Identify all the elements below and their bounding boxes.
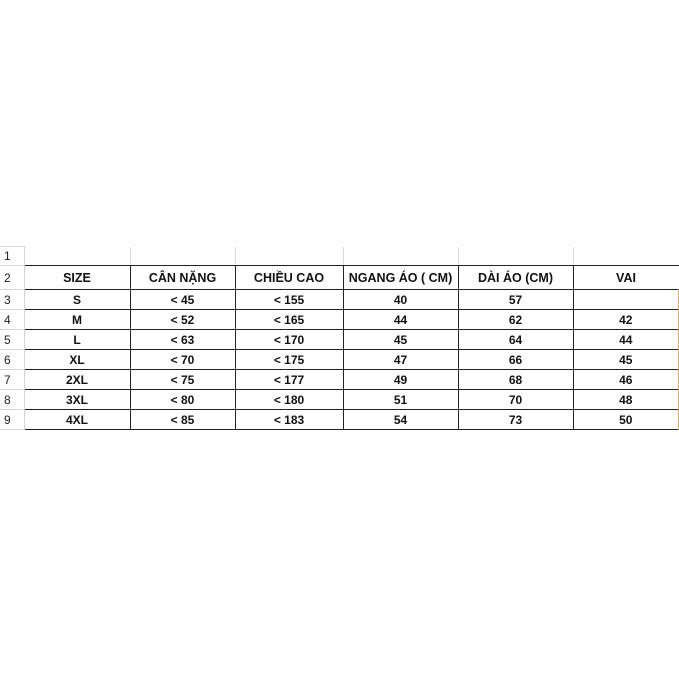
table-row (0, 290, 679, 310)
header-cell-shoulder[interactable]: VAI (573, 266, 679, 290)
data-cell[interactable]: < 85 (130, 410, 235, 430)
data-cell[interactable]: 54 (343, 410, 458, 430)
data-cell[interactable]: 4XL (24, 410, 130, 430)
data-cell[interactable]: < 180 (235, 390, 343, 410)
empty-cell[interactable] (458, 247, 573, 266)
data-cell[interactable] (573, 290, 679, 310)
data-cell[interactable]: 49 (343, 370, 458, 390)
data-cell[interactable]: 68 (458, 370, 573, 390)
header-cell-height[interactable]: CHIỀU CAO (235, 266, 343, 290)
data-cell[interactable]: < 177 (235, 370, 343, 390)
empty-cell[interactable] (24, 247, 130, 266)
data-cell[interactable]: 2XL (24, 370, 130, 390)
data-cell[interactable]: < 70 (130, 350, 235, 370)
data-cell[interactable]: < 155 (235, 290, 343, 310)
row-header[interactable]: 1 (0, 247, 24, 266)
data-cell[interactable]: S (24, 290, 130, 310)
header-cell-shirt-length[interactable]: DÀI ÁO (CM) (458, 266, 573, 290)
row-header[interactable]: 8 (0, 390, 24, 410)
table-row (0, 370, 679, 390)
data-cell[interactable]: 42 (573, 310, 679, 330)
data-cell[interactable]: L (24, 330, 130, 350)
data-cell[interactable]: 40 (343, 290, 458, 310)
row-header[interactable]: 2 (0, 266, 24, 290)
table-row (0, 330, 679, 350)
table-row (0, 410, 679, 430)
data-cell[interactable]: < 175 (235, 350, 343, 370)
empty-cell[interactable] (573, 247, 679, 266)
row-header[interactable]: 5 (0, 330, 24, 350)
sheet-row-1 (0, 247, 679, 266)
data-cell[interactable]: < 75 (130, 370, 235, 390)
row-header[interactable]: 9 (0, 410, 24, 430)
data-cell[interactable]: 62 (458, 310, 573, 330)
data-cell[interactable]: < 183 (235, 410, 343, 430)
table-row (0, 310, 679, 330)
data-cell[interactable]: 51 (343, 390, 458, 410)
data-cell[interactable]: 64 (458, 330, 573, 350)
data-cell[interactable]: 57 (458, 290, 573, 310)
data-cell[interactable]: 66 (458, 350, 573, 370)
data-cell[interactable]: 50 (573, 410, 679, 430)
header-cell-size[interactable]: SIZE (24, 266, 130, 290)
header-cell-weight[interactable]: CÂN NẶNG (130, 266, 235, 290)
data-cell[interactable]: 3XL (24, 390, 130, 410)
header-cell-chest-width[interactable]: NGANG ÁO ( CM) (343, 266, 458, 290)
row-header[interactable]: 3 (0, 290, 24, 310)
data-cell[interactable]: 70 (458, 390, 573, 410)
data-cell[interactable]: 44 (343, 310, 458, 330)
data-cell[interactable]: < 63 (130, 330, 235, 350)
row-header[interactable]: 4 (0, 310, 24, 330)
data-cell[interactable]: 45 (573, 350, 679, 370)
data-cell[interactable]: 46 (573, 370, 679, 390)
empty-cell[interactable] (343, 247, 458, 266)
data-cell[interactable]: 44 (573, 330, 679, 350)
data-cell[interactable]: < 45 (130, 290, 235, 310)
size-chart-table (0, 246, 679, 430)
data-cell[interactable]: M (24, 310, 130, 330)
data-cell[interactable]: 48 (573, 390, 679, 410)
table-row (0, 390, 679, 410)
data-cell[interactable]: < 52 (130, 310, 235, 330)
data-cell[interactable]: XL (24, 350, 130, 370)
data-cell[interactable]: 73 (458, 410, 573, 430)
data-cell[interactable]: 45 (343, 330, 458, 350)
row-header[interactable]: 7 (0, 370, 24, 390)
header-row (0, 266, 679, 290)
data-cell[interactable]: < 165 (235, 310, 343, 330)
table-row (0, 350, 679, 370)
data-cell[interactable]: < 80 (130, 390, 235, 410)
data-cell[interactable]: < 170 (235, 330, 343, 350)
empty-cell[interactable] (235, 247, 343, 266)
row-header[interactable]: 6 (0, 350, 24, 370)
empty-cell[interactable] (130, 247, 235, 266)
spreadsheet (0, 246, 679, 430)
data-cell[interactable]: 47 (343, 350, 458, 370)
